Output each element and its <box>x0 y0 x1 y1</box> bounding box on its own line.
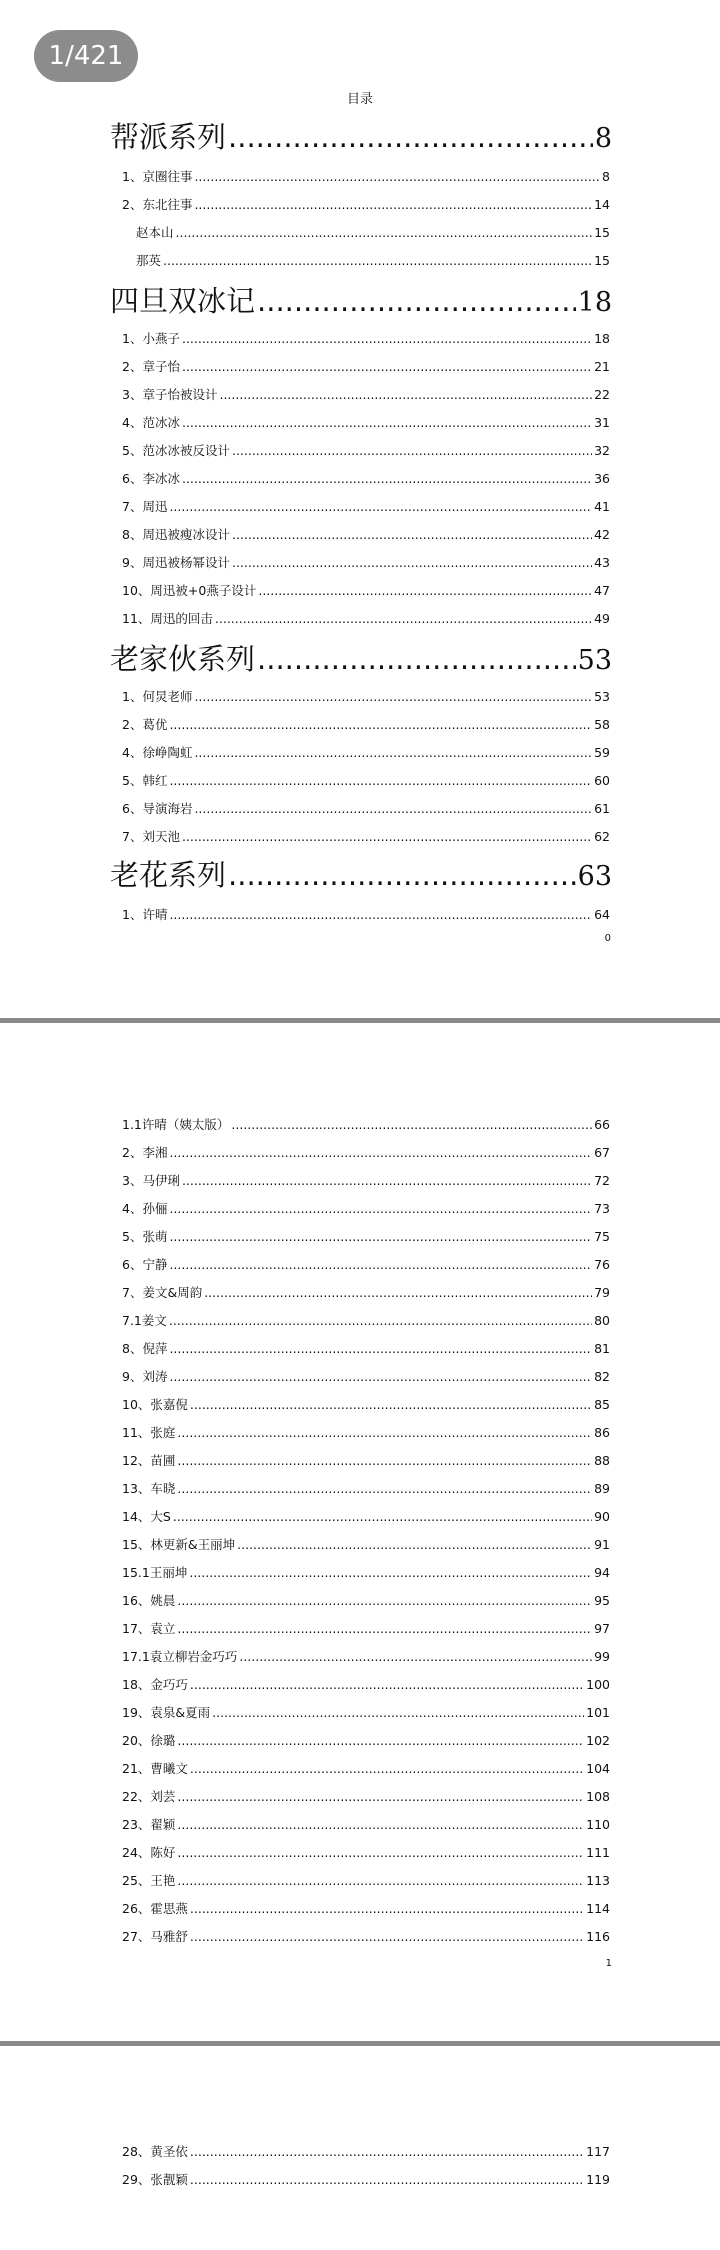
toc-entry[interactable]: 11、周迅的回击 ..... 49 <box>122 609 610 627</box>
toc-subentry[interactable]: 赵本山 ..... 15 <box>136 223 610 241</box>
toc-entry[interactable]: 15、林更新&王丽坤 ..... 91 <box>122 1535 610 1553</box>
toc-entry[interactable]: 1、何炅老师 ..... 53 <box>122 687 610 705</box>
section-title: 帮派系列 <box>110 120 227 151</box>
toc-entry[interactable]: 7、姜文&周韵 ..... 79 <box>122 1283 610 1301</box>
toc-title: 目录 <box>346 92 373 107</box>
document-page-3 <box>0 2046 720 2250</box>
toc-entry[interactable]: 19、袁泉&夏雨 ..... 101 <box>122 1703 610 1721</box>
toc-entry[interactable]: 11、张庭 ..... 86 <box>122 1423 610 1441</box>
toc-entry[interactable]: 15.1王丽坤 ..... 94 <box>122 1563 610 1581</box>
toc-entry[interactable]: 14、大S ..... 90 <box>122 1507 610 1525</box>
toc-entry[interactable]: 18、金巧巧 ..... 100 <box>122 1675 610 1693</box>
toc-entry[interactable]: 6、李冰冰 ..... 36 <box>122 469 610 487</box>
toc-section-heading[interactable] <box>110 637 612 673</box>
toc-section-heading[interactable] <box>110 853 612 889</box>
toc-entry[interactable]: 9、刘涛 ..... 82 <box>122 1367 610 1385</box>
page-number: 1 <box>605 1958 612 1969</box>
toc-entry[interactable]: 7、刘天池 ..... 62 <box>122 827 610 845</box>
section-title: 老家伙系列 <box>110 642 256 673</box>
toc-entry[interactable]: 5、范冰冰被反设计 ..... 32 <box>122 441 610 459</box>
toc-entry[interactable]: 6、宁静 ..... 76 <box>122 1255 610 1273</box>
section-title: 四旦双冰记 <box>110 284 256 315</box>
toc-entry[interactable]: 13、车晓 ..... 89 <box>122 1479 610 1497</box>
toc-entry[interactable]: 1、京圈往事 ..... 8 <box>122 167 610 185</box>
toc-entry[interactable]: 29、张靓颖 ..... 119 <box>122 2170 610 2188</box>
toc-entry[interactable]: 5、张萌 ..... 75 <box>122 1227 610 1245</box>
toc-entry[interactable]: 1、小燕子 ..... 18 <box>122 329 610 347</box>
section-page: 53 <box>577 645 612 673</box>
toc-subentry[interactable]: 那英 ..... 15 <box>136 251 610 269</box>
section-page: 63 <box>577 861 612 889</box>
toc-section-heading[interactable] <box>110 115 612 151</box>
toc-entry[interactable]: 9、周迅被杨幂设计 ..... 43 <box>122 553 610 571</box>
toc-entry[interactable]: 6、导演海岩 ..... 61 <box>122 799 610 817</box>
toc-entry[interactable]: 16、姚晨 ..... 95 <box>122 1591 610 1609</box>
toc-entry[interactable]: 2、东北往事 ..... 14 <box>122 195 610 213</box>
toc-entry[interactable]: 2、李湘 ..... 67 <box>122 1143 610 1161</box>
page-counter-badge: 1/421 <box>34 30 138 82</box>
toc-entry[interactable]: 4、孙俪 ..... 73 <box>122 1199 610 1217</box>
toc-entry[interactable]: 8、周迅被瘦冰设计 ..... 42 <box>122 525 610 543</box>
toc-entry[interactable]: 2、葛优 ..... 58 <box>122 715 610 733</box>
toc-entry[interactable]: 10、周迅被+0燕子设计 ..... 47 <box>122 581 610 599</box>
toc-entry[interactable]: 1、许晴 ..... 64 <box>122 905 610 923</box>
document-page-1 <box>0 0 720 1018</box>
toc-entry[interactable]: 17.1袁立柳岩金巧巧 ..... 99 <box>122 1647 610 1665</box>
document-page-2 <box>0 1023 720 2041</box>
toc-entry[interactable]: 8、倪萍 ..... 81 <box>122 1339 610 1357</box>
toc-entry[interactable]: 24、陈好 ..... 111 <box>122 1843 610 1861</box>
toc-entry[interactable]: 3、章子怡被设计 ..... 22 <box>122 385 610 403</box>
toc-entry[interactable]: 7、周迅 ..... 41 <box>122 497 610 515</box>
toc-entry[interactable]: 3、马伊琍 ..... 72 <box>122 1171 610 1189</box>
toc-entry[interactable]: 12、苗圃 ..... 88 <box>122 1451 610 1469</box>
toc-entry[interactable]: 4、范冰冰 ..... 31 <box>122 413 610 431</box>
toc-entry[interactable]: 20、徐璐 ..... 102 <box>122 1731 610 1749</box>
toc-entry[interactable]: 5、韩红 ..... 60 <box>122 771 610 789</box>
toc-entry[interactable]: 17、袁立 ..... 97 <box>122 1619 610 1637</box>
section-page: 18 <box>577 287 612 315</box>
toc-entry[interactable]: 4、徐峥陶虹 ..... 59 <box>122 743 610 761</box>
toc-entry[interactable]: 21、曹曦文 ..... 104 <box>122 1759 610 1777</box>
section-title: 老花系列 <box>110 858 227 889</box>
toc-entry[interactable]: 7.1姜文 ..... 80 <box>122 1311 610 1329</box>
section-page: 8 <box>594 123 612 151</box>
toc-entry[interactable]: 27、马雅舒 ..... 116 <box>122 1927 610 1945</box>
page-number: 0 <box>604 933 611 944</box>
toc-entry[interactable]: 28、黄圣依 ..... 117 <box>122 2142 610 2160</box>
toc-entry[interactable]: 26、霍思燕 ..... 114 <box>122 1899 610 1917</box>
toc-entry[interactable]: 10、张嘉倪 ..... 85 <box>122 1395 610 1413</box>
toc-entry[interactable]: 22、刘芸 ..... 108 <box>122 1787 610 1805</box>
toc-section-heading[interactable] <box>110 279 612 315</box>
toc-entry[interactable]: 23、翟颖 ..... 110 <box>122 1815 610 1833</box>
toc-entry[interactable]: 25、王艳 ..... 113 <box>122 1871 610 1889</box>
toc-entry[interactable]: 1.1许晴（姨太版） ..... 66 <box>122 1115 610 1133</box>
toc-entry[interactable]: 2、章子怡 ..... 21 <box>122 357 610 375</box>
